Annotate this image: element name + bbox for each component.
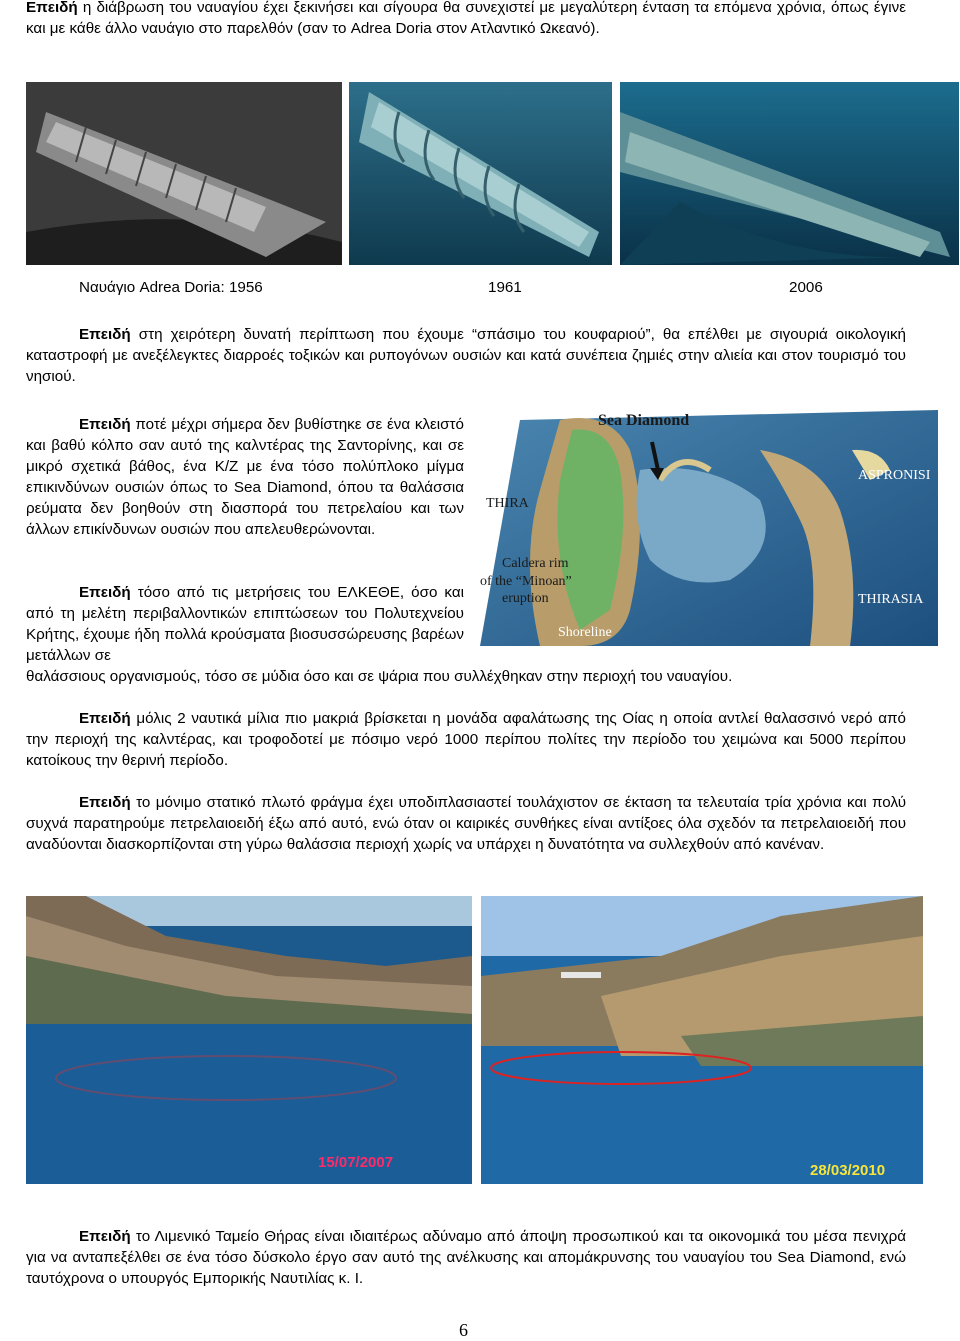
map-label-eruption: eruption xyxy=(502,591,549,606)
paragraph-port-fund xyxy=(26,1226,906,1289)
paragraph-text: τόσο από τις μετρήσεις του ΕΛΚΕΘΕ, όσο και από τη μελέτη περιβαλλοντικών επιπτώσεων του Πολυτεχνείου Κρήτης, έχουμε ήδη πολλά κρούσματα βιοσυσσώρευσης βαρέων μετάλλων σε xyxy=(26,584,464,664)
photo-date-2007: 15/07/2007 xyxy=(318,1154,394,1171)
paragraph-text: μόλις 2 ναυτικά μίλια πιο μακριά βρίσκεται η μονάδα αφαλάτωσης της Οίας η οποία αντλεί θαλασσινό νερό από την περιοχή της καλντέρας, και τροφοδοτεί με πόσιμο νερό 1000 περίπου πολίτες την περίοδο του χειμώνα και 5000 περίπου κατοίκους την θερινή περίοδο. xyxy=(26,710,906,769)
photo-date-2010: 28/03/2010 xyxy=(810,1162,886,1179)
paragraph-text: ποτέ μέχρι σήμερα δεν βυθίστηκε σε ένα κλειστό και βαθύ κόλπο σαν αυτό της καλντέρας της Σαντορίνης, και σε μικρό σχετικά βάθος, ένα Κ/Ζ με ένα τόσο πολύπλοκο μίγμα επικινδύνων ουσιών όπως το Sea Diamond, όπου τα θαλάσσια ρεύματα δεν βοηθούν στη διασπορά του πετρελαίου και των άλλων επικίνδυνων ουσιών που απελευθερώνονται. xyxy=(26,416,464,538)
shipwreck-teal-image xyxy=(620,82,959,265)
lead-word: Επειδή xyxy=(26,0,78,16)
paragraph-desalination xyxy=(26,708,906,771)
paragraph-text: στη χειρότερη δυνατή περίπτωση που έχουμε “σπάσιμο του κουφαριού”, θα επέλθει με σιγουριά οικολογική καταστροφή με ανεξέλεγκτες διαρροές τοξικών και ρυπογόνων ουσιών και κατά συνέπεια ζημιές στην αλιεία και στον τουρισμό του νησιού. xyxy=(26,326,906,385)
map-label-thirasia: THIRASIA xyxy=(858,592,924,607)
caldera-relief-image xyxy=(480,410,938,646)
caption-1961: 1961 xyxy=(488,279,522,296)
lead-word: Επειδή xyxy=(79,710,131,727)
caption-1956: Ναυάγιο Adrea Doria: 1956 xyxy=(79,279,263,296)
lead-word: Επειδή xyxy=(79,1228,131,1245)
paragraph-hull-break xyxy=(26,324,906,387)
paragraph-caldera xyxy=(26,414,464,540)
coast-photo-image xyxy=(26,896,472,1184)
paragraph-bioaccumulation xyxy=(26,582,464,666)
page-number: 6 xyxy=(459,1320,468,1340)
paragraph-text: το μόνιμο στατικό πλωτό φράγμα έχει υποδιπλασιαστεί τουλάχιστον σε έκταση τα τελευταία τρία χρόνια και πολύ συχνά παρατηρούμε πετρελαιοειδή έξω από αυτό, ενώ όταν οι καιρικές συνθήκες είναι αντίξοες όλα σχεδόν τα πετρελαιοειδή που αναδύονται διασκορπίζονται στη γύρω θαλάσσια περιοχή χωρίς να υπάρχει η δυνατότητα να συλλεχθούν από κανέναν. xyxy=(26,794,906,853)
map-label-sea-diamond: Sea Diamond xyxy=(598,412,690,429)
santorini-caldera-map xyxy=(480,410,938,646)
lead-word: Επειδή xyxy=(79,326,131,343)
map-label-shoreline: Shoreline xyxy=(558,625,612,640)
paragraph-floating-barrier xyxy=(26,792,906,855)
andrea-doria-photo-2006 xyxy=(620,82,959,265)
map-label-aspronisi: ASPRONISI xyxy=(858,468,931,483)
shipwreck-bw-image xyxy=(26,82,342,265)
andrea-doria-photo-1961 xyxy=(349,82,612,265)
paragraph-corrosion xyxy=(26,0,906,39)
coast-photo-image xyxy=(481,896,923,1184)
lead-word: Επειδή xyxy=(79,416,131,433)
map-label-thira: THIRA xyxy=(486,496,529,511)
shipwreck-blue-image xyxy=(349,82,612,265)
barrier-photo-2007 xyxy=(26,896,472,1184)
paragraph-text: το Λιμενικό Ταμείο Θήρας είναι ιδιαιτέρως αδύναμο από άποψη προσωπικού και τα οικονομικά του μέσα πενιχρά για να ανταπεξέλθει σε ένα τόσο δύσκολο έργο σαν αυτό της ανέλκυσης και απομάκρυνσης του ναυαγίου του Sea Diamond, ενώ ταυτόχρονα ο υπουργός Εμπορικής Ναυτιλίας κ. Ι. xyxy=(26,1228,906,1287)
lead-word: Επειδή xyxy=(79,794,131,811)
andrea-doria-photo-1956 xyxy=(26,82,342,265)
caption-2006: 2006 xyxy=(789,279,823,296)
lead-word: Επειδή xyxy=(79,584,131,601)
paragraph-text: η διάβρωση του ναυαγίου έχει ξεκινήσει και σίγουρα θα συνεχιστεί με μεγαλύτερη ένταση τα επόμενα χρόνια, όπως έγινε και με κάθε άλλο ναυάγιο στο παρελθόν (σαν το Adrea Doria στον Ατλαντικό Ωκεανό). xyxy=(26,0,906,37)
barrier-photo-2010 xyxy=(481,896,923,1184)
map-label-caldera-rim: Caldera rim xyxy=(502,556,569,571)
map-label-minoan: of the “Minoan” xyxy=(480,574,572,589)
paragraph-bioaccumulation-cont: θαλάσσιους οργανισμούς, τόσο σε μύδια όσο και σε ψάρια που συλλέχθηκαν στην περιοχή του ναυαγίου. xyxy=(26,668,733,685)
